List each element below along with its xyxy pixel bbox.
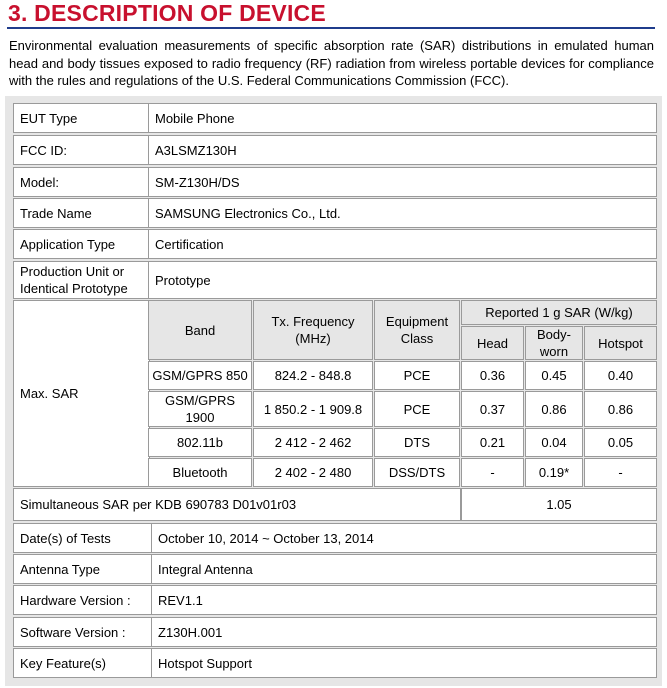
cell-body-sar: 0.04 (525, 428, 583, 457)
cell-frequency: 824.2 - 848.8 (253, 361, 373, 390)
row-label-application-type: Application Type (13, 229, 150, 259)
max-sar-label: Max. SAR (13, 300, 150, 487)
intro-paragraph: Environmental evaluation measurements of specific absorption rate (SAR) distributions in emulated human head and body tissues exposed to radio frequency (RF) radiation from wireless portable devices for compliance with the rules and regulations of the U.S. Federal Communications Commission (FCC). (9, 38, 654, 88)
cell-head-sar: 0.21 (461, 428, 524, 457)
header-equipment-class: Equipment Class (374, 300, 460, 360)
cell-body-sar: 0.19* (525, 458, 583, 487)
cell-hotspot-sar: 0.05 (584, 428, 657, 457)
row-value-model: SM-Z130H/DS (148, 167, 657, 197)
section-title: 3. DESCRIPTION OF DEVICE (8, 0, 326, 26)
row-label-eut-type: EUT Type (13, 103, 150, 133)
row-value-application-type: Certification (148, 229, 657, 259)
cell-body-sar: 0.45 (525, 361, 583, 390)
row-label-fcc-id: FCC ID: (13, 135, 150, 165)
device-description-table (5, 96, 662, 686)
header-band: Band (148, 300, 252, 360)
simultaneous-sar-value: 1.05 (461, 488, 657, 521)
cell-hotspot-sar: 0.86 (584, 391, 657, 427)
row-value-hardware-version: REV1.1 (151, 585, 657, 615)
row-value-trade-name: SAMSUNG Electronics Co., Ltd. (148, 198, 657, 228)
cell-band: Bluetooth (148, 458, 252, 487)
cell-head-sar: 0.36 (461, 361, 524, 390)
row-value-antenna-type: Integral Antenna (151, 554, 657, 584)
cell-frequency: 2 412 - 2 462 (253, 428, 373, 457)
cell-equipment-class: PCE (374, 361, 460, 390)
row-value-software-version: Z130H.001 (151, 617, 657, 647)
title-underline (7, 27, 655, 29)
header-hotspot: Hotspot (584, 326, 657, 360)
row-label-software-version: Software Version : (13, 617, 152, 647)
cell-band: 802.11b (148, 428, 252, 457)
row-value-production-unit: Prototype (148, 261, 657, 299)
header-reported-sar: Reported 1 g SAR (W/kg) (461, 300, 657, 325)
row-label-trade-name: Trade Name (13, 198, 150, 228)
row-value-key-features: Hotspot Support (151, 648, 657, 678)
row-label-antenna-type: Antenna Type (13, 554, 152, 584)
cell-frequency: 1 850.2 - 1 909.8 (253, 391, 373, 427)
row-label-production-unit: Production Unit or Identical Prototype (13, 261, 150, 299)
row-value-fcc-id: A3LSMZ130H (148, 135, 657, 165)
row-value-dates-of-tests: October 10, 2014 ~ October 13, 2014 (151, 523, 657, 553)
header-body-worn: Body-worn (525, 326, 583, 360)
cell-frequency: 2 402 - 2 480 (253, 458, 373, 487)
cell-equipment-class: DTS (374, 428, 460, 457)
header-head: Head (461, 326, 524, 360)
row-label-model: Model: (13, 167, 150, 197)
row-label-key-features: Key Feature(s) (13, 648, 152, 678)
cell-hotspot-sar: - (584, 458, 657, 487)
cell-band: GSM/GPRS 1900 (148, 391, 252, 427)
simultaneous-sar-label: Simultaneous SAR per KDB 690783 D01v01r03 (13, 488, 461, 521)
cell-body-sar: 0.86 (525, 391, 583, 427)
header-tx-frequency: Tx. Frequency (MHz) (253, 300, 373, 360)
row-label-hardware-version: Hardware Version : (13, 585, 152, 615)
cell-equipment-class: DSS/DTS (374, 458, 460, 487)
cell-head-sar: 0.37 (461, 391, 524, 427)
cell-equipment-class: PCE (374, 391, 460, 427)
cell-hotspot-sar: 0.40 (584, 361, 657, 390)
cell-band: GSM/GPRS 850 (148, 361, 252, 390)
cell-head-sar: - (461, 458, 524, 487)
row-value-eut-type: Mobile Phone (148, 103, 657, 133)
row-label-dates-of-tests: Date(s) of Tests (13, 523, 152, 553)
